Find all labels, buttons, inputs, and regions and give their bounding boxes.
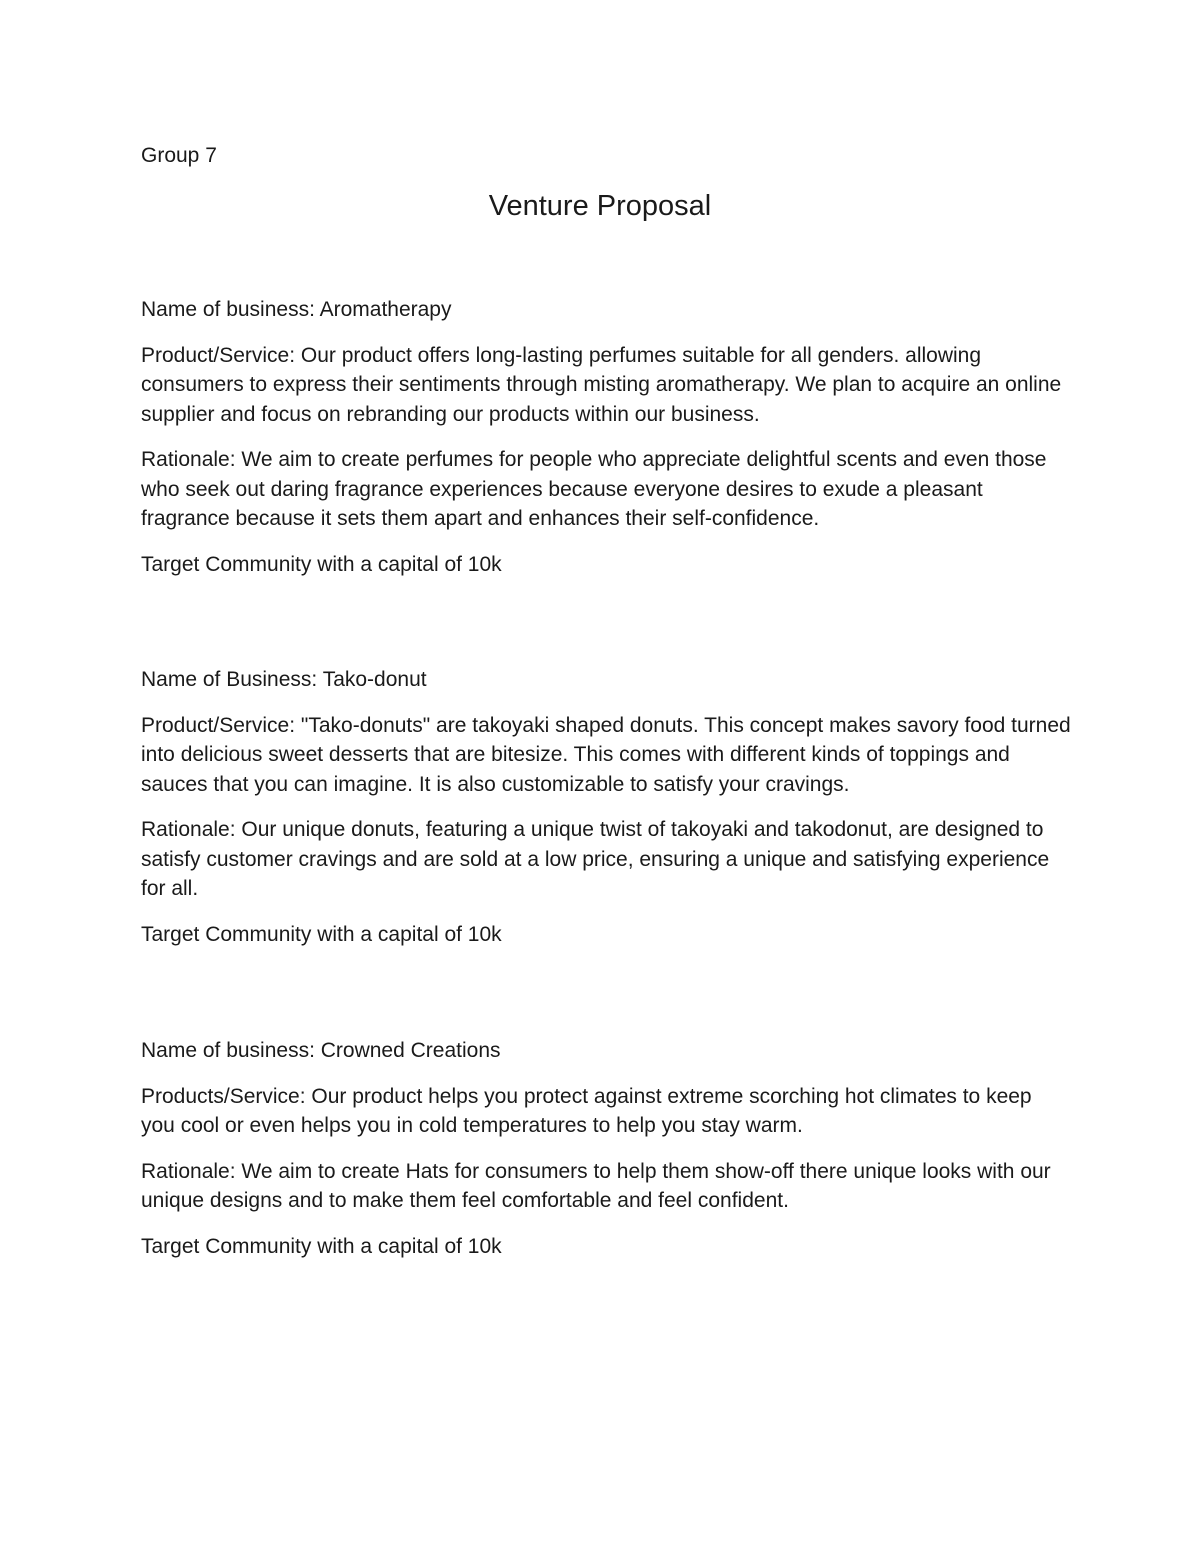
business-name: Name of business: Crowned Creations xyxy=(141,1039,501,1062)
proposal-section-tako-donut xyxy=(141,665,1071,965)
target-community: Target Community with a capital of 10k xyxy=(141,552,502,576)
business-name: Name of Business: Tako-donut xyxy=(141,668,427,691)
target-community: Target Community with a capital of 10k xyxy=(141,1234,502,1258)
document-title: Venture Proposal xyxy=(488,190,712,222)
rationale-paragraph: Rationale: Our unique donuts, featuring a unique twist of takoyaki and takodonut, are designed to satisfy customer cravings and are sold at a low price, ensuring a unique and satisfying experience for all. xyxy=(141,818,1050,900)
rationale-paragraph: Rationale: We aim to create Hats for consumers to help them show-off there unique looks with our unique designs and to make them feel comfortable and feel confident. xyxy=(141,1159,1051,1212)
proposal-section-crowned-creations xyxy=(141,1036,1071,1277)
business-name: Name of business: Aromatherapy xyxy=(141,298,452,321)
product-service-paragraph: Products/Service: Our product helps you protect against extreme scorching hot climates to keep you cool or even helps you in cold temperatures to help you stay warm. xyxy=(141,1084,1032,1137)
product-service-paragraph: Product/Service: "Tako-donuts" are takoyaki shaped donuts. This concept makes savory food turned into delicious sweet desserts that are bitesize. This comes with different kinds of toppings and sauces that you can imagine. It is also customizable to satisfy your cravings. xyxy=(141,713,1071,796)
product-service-paragraph: Product/Service: Our product offers long-lasting perfumes suitable for all genders. allowing consumers to express their sentiments through misting aromatherapy. We plan to acquire an online supplier and focus on rebranding our products within our business. xyxy=(141,343,1062,426)
rationale-paragraph: Rationale: We aim to create perfumes for people who appreciate delightful scents and even those who seek out daring fragrance experiences because everyone desires to exude a pleasant fragrance because it sets them apart and enhances their self-confidence. xyxy=(141,448,1047,530)
group-label: Group 7 xyxy=(141,144,217,167)
target-community: Target Community with a capital of 10k xyxy=(141,922,502,946)
proposal-section-aromatherapy xyxy=(141,295,1071,595)
